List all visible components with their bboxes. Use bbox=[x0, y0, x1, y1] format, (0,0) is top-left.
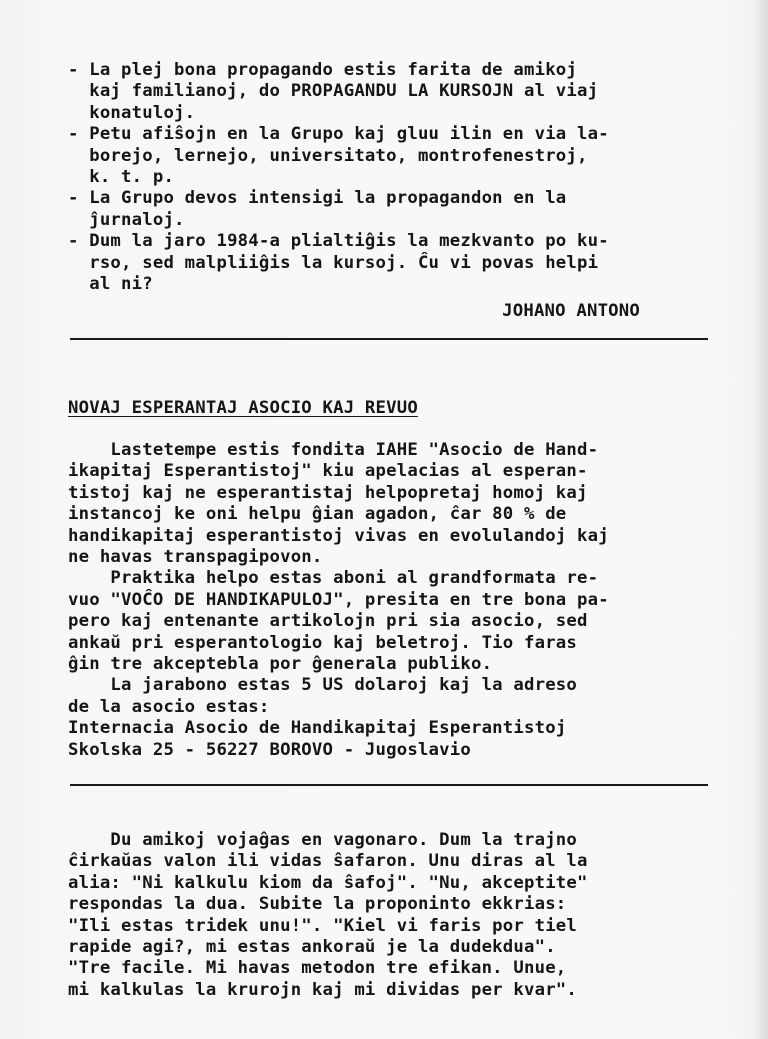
joke-line: "Ili estas tridek unu!". "Kiel vi faris por tiel bbox=[68, 915, 578, 936]
divider-1 bbox=[70, 338, 708, 340]
list-item-1-line-1: - La plej bona propagando estis farita de amikoj bbox=[68, 60, 578, 80]
list-item-3-line-1: - La Grupo devos intensigi la propagandon en la bbox=[68, 188, 567, 209]
joke-line: Du amikoj vojaĝas en vagonaro. Dum la trajno bbox=[68, 830, 578, 850]
list-item-4-line-3: al ni? bbox=[68, 274, 153, 295]
joke-line: ĉirkaŭas valon ili vidas ŝafaron. Unu diras al la bbox=[68, 851, 588, 872]
list-item-2-line-3: k. t. p. bbox=[68, 167, 175, 188]
list-item-1-line-3: konatuloj. bbox=[68, 102, 196, 123]
list-item-1-line-2: kaj familianoj, do PROPAGANDU LA KURSOJN al viaj bbox=[68, 81, 599, 102]
article-line: handikapitaj esperantistoj vivas en evolulandoj kaj bbox=[68, 525, 609, 546]
article-line: vuo "VOĈO DE HANDIKAPULOJ", presita en tre bona pa- bbox=[68, 589, 609, 610]
article-line: instancoj ke oni helpu ĝian agadon, ĉar 80 % de bbox=[68, 504, 567, 525]
article-line: ikapitaj Esperantistoj" kiu apelacias al esperan- bbox=[68, 461, 588, 482]
article-line: de la asocio estas: bbox=[68, 696, 270, 717]
article-line: ankaŭ pri esperantologio kaj beletroj. Tio faras bbox=[68, 632, 578, 653]
joke-line: alia: "Ni kalkulu kiom da ŝafoj". "Nu, akceptite" bbox=[68, 872, 588, 893]
list-item-2-line-1: - Petu afiŝojn en la Grupo kaj gluu ilin en via la- bbox=[68, 124, 609, 145]
article-line: ne havas transpagipovon. bbox=[68, 547, 323, 568]
list-item-2-line-2: borejo, lernejo, universitato, montrofenestroj, bbox=[68, 145, 588, 166]
association-article bbox=[68, 440, 708, 761]
joke-article bbox=[68, 830, 708, 1001]
joke-line: "Tre facile. Mi havas metodon tre efikan. Unue, bbox=[68, 958, 567, 979]
author-signature: JOHANO ANTONO bbox=[502, 301, 640, 322]
page-edge-shadow bbox=[754, 0, 768, 1039]
article-line: ĝin tre akceptebla por ĝenerala publiko. bbox=[68, 654, 493, 675]
propaganda-list bbox=[68, 60, 708, 323]
article-line: pero kaj entenante artikolojn pri sia asocio, sed bbox=[68, 611, 588, 632]
article-line: Praktika helpo estas aboni al grandformata re- bbox=[68, 568, 599, 589]
address-line: Internacia Asocio de Handikapitaj Esperantistoj bbox=[68, 718, 567, 739]
list-item-3-line-2: ĵurnaloj. bbox=[68, 209, 185, 230]
article-line: tistoj kaj ne esperantistaj helpopretaj homoj kaj bbox=[68, 482, 588, 503]
section-heading: NOVAJ ESPERANTAJ ASOCIO KAJ REVUO bbox=[68, 398, 418, 418]
address-line: Skolska 25 - 56227 BOROVO - Jugoslavio bbox=[68, 739, 471, 760]
joke-line: respondas la dua. Subite la proponinto ekkrias: bbox=[68, 894, 567, 915]
list-item-4-line-1: - Dum la jaro 1984-a plialtiĝis la mezkvanto po ku- bbox=[68, 231, 609, 252]
list-item-4-line-2: rso, sed malpliiĝis la kursoj. Ĉu vi povas helpi bbox=[68, 252, 599, 273]
divider-2 bbox=[70, 784, 708, 786]
joke-line: mi kalkulas la krurojn kaj mi dividas per kvar". bbox=[68, 979, 578, 1000]
article-line: Lastetempe estis fondita IAHE "Asocio de Hand- bbox=[68, 440, 599, 460]
joke-line: rapide agi?, mi estas ankoraŭ je la dudekdua". bbox=[68, 937, 556, 958]
article-line: La jarabono estas 5 US dolaroj kaj la adreso bbox=[68, 675, 578, 696]
